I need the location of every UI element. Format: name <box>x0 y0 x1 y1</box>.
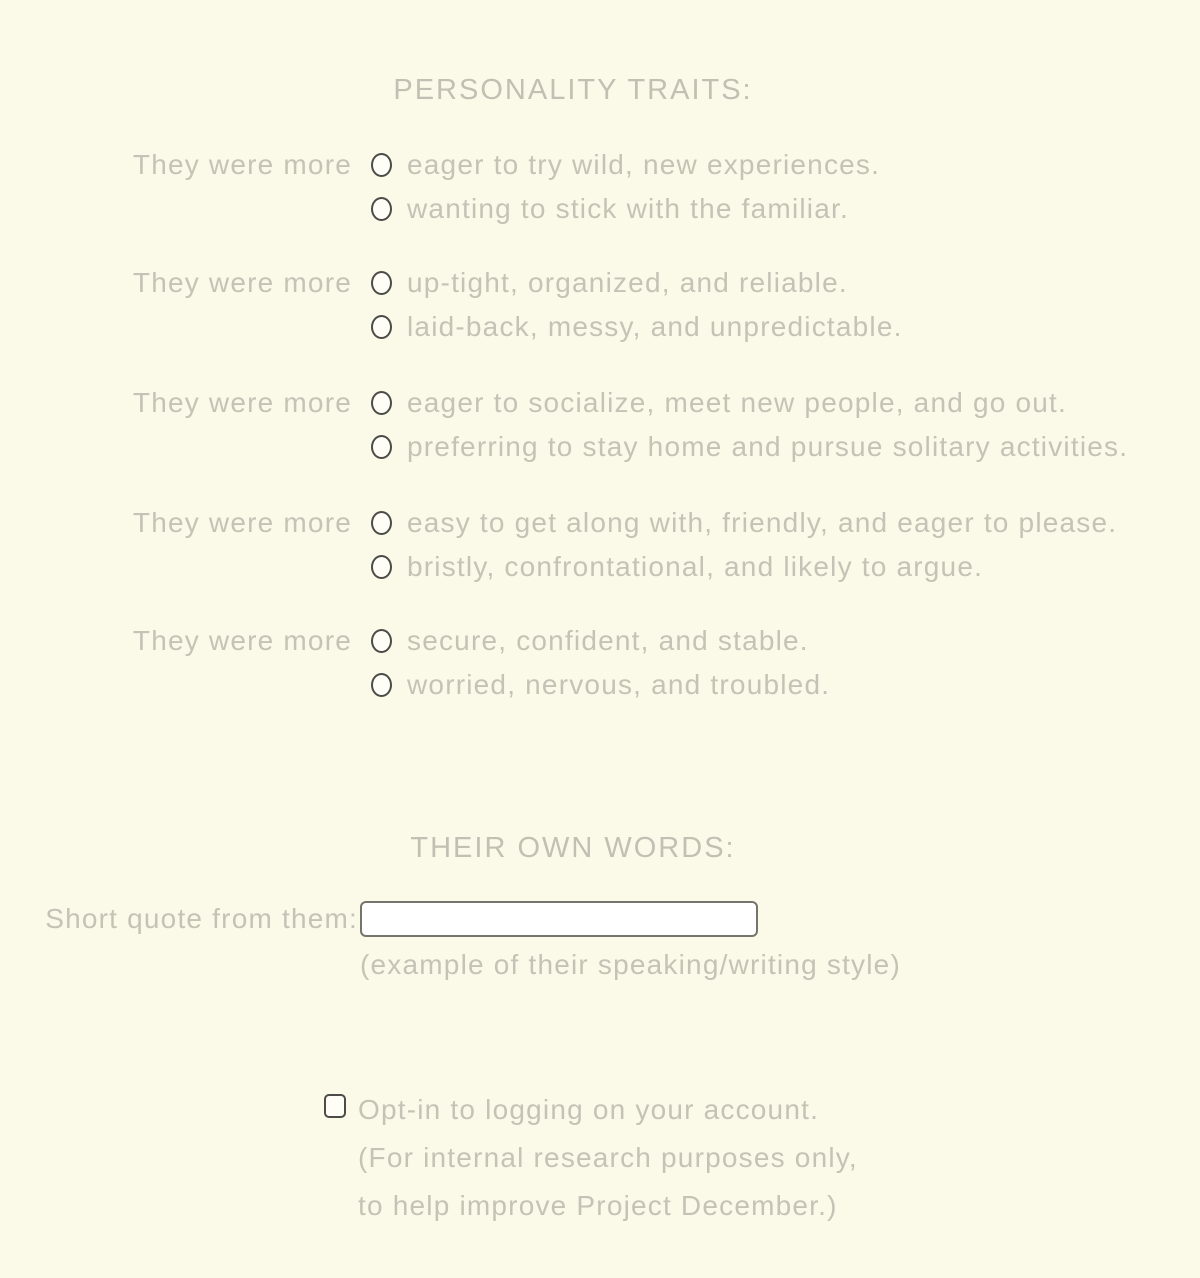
trait-row <box>0 501 1200 545</box>
trait-option-label: worried, nervous, and troubled. <box>407 669 831 700</box>
trait-group-4 <box>0 501 1200 589</box>
trait-group-1 <box>0 143 1200 231</box>
optin-line-1: Opt-in to logging on your account. <box>358 1094 820 1125</box>
trait-option-label: wanting to stick with the familiar. <box>407 193 849 224</box>
trait-option-label: eager to socialize, meet new people, and go out. <box>407 387 1067 418</box>
trait-option-label: preferring to stay home and pursue solitary activities. <box>407 431 1129 462</box>
trait-1-option-a-radio[interactable] <box>371 153 392 177</box>
trait-row <box>0 261 1200 305</box>
trait-option-label: secure, confident, and stable. <box>407 625 809 656</box>
trait-row-label: They were more <box>132 507 352 538</box>
trait-group-3 <box>0 381 1200 469</box>
personality-traits-heading: PERSONALITY TRAITS: <box>393 74 753 106</box>
optin-line-3: to help improve Project December.) <box>358 1190 838 1221</box>
trait-row <box>0 305 1200 349</box>
trait-row <box>0 187 1200 231</box>
short-quote-row <box>0 899 758 939</box>
trait-4-option-b-radio[interactable] <box>371 555 392 579</box>
trait-group-5 <box>0 619 1200 707</box>
trait-row <box>0 545 1200 589</box>
trait-row <box>0 663 1200 707</box>
their-own-words-heading: THEIR OWN WORDS: <box>410 832 736 864</box>
trait-1-option-b-radio[interactable] <box>371 197 392 221</box>
trait-option-label: up-tight, organized, and reliable. <box>407 267 848 298</box>
trait-5-option-b-radio[interactable] <box>371 673 392 697</box>
trait-5-option-a-radio[interactable] <box>371 629 392 653</box>
optin-logging-checkbox[interactable] <box>324 1094 346 1118</box>
trait-2-option-b-radio[interactable] <box>371 315 392 339</box>
trait-group-2 <box>0 261 1200 349</box>
trait-row <box>0 381 1200 425</box>
short-quote-input[interactable] <box>360 901 758 937</box>
trait-3-option-b-radio[interactable] <box>371 435 392 459</box>
short-quote-hint: (example of their speaking/writing style) <box>360 949 901 980</box>
optin-line-2: (For internal research purposes only, <box>358 1142 858 1173</box>
short-quote-label: Short quote from them: <box>45 903 358 934</box>
trait-option-label: eager to try wild, new experiences. <box>407 149 881 180</box>
trait-row <box>0 143 1200 187</box>
trait-2-option-a-radio[interactable] <box>371 271 392 295</box>
trait-3-option-a-radio[interactable] <box>371 391 392 415</box>
optin-text-block <box>358 1086 858 1230</box>
trait-row-label: They were more <box>132 625 352 656</box>
trait-row-label: They were more <box>132 149 352 180</box>
trait-4-option-a-radio[interactable] <box>371 511 392 535</box>
trait-option-label: easy to get along with, friendly, and eager to please. <box>407 507 1118 538</box>
trait-row-label: They were more <box>132 267 352 298</box>
trait-row <box>0 425 1200 469</box>
trait-row <box>0 619 1200 663</box>
trait-option-label: bristly, confrontational, and likely to argue. <box>407 551 984 582</box>
trait-row-label: They were more <box>132 387 352 418</box>
trait-option-label: laid-back, messy, and unpredictable. <box>407 311 903 342</box>
